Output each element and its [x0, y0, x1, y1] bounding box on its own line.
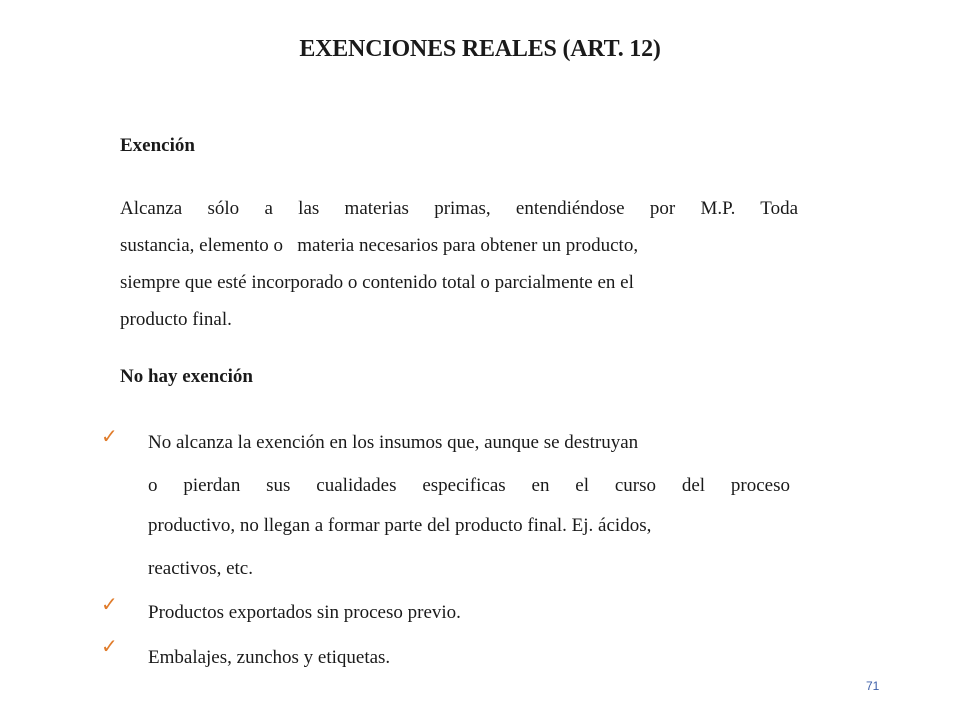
bullet-line: reactivos, etc.: [148, 558, 253, 579]
bullet-item: [148, 647, 790, 669]
bullet-line: Productos exportados sin proceso previo.: [148, 602, 461, 623]
slide-title: EXENCIONES REALES (ART. 12): [299, 36, 661, 62]
page-number: 71: [866, 679, 880, 693]
exencion-paragraph: [120, 190, 798, 338]
bullet-line: Embalajes, zunchos y etiquetas.: [148, 647, 391, 668]
section-heading-no-hay-exencion: No hay exención: [120, 366, 253, 387]
bullet-item: [148, 602, 790, 624]
paragraph-line: siempre que esté incorporado o contenido total o parcialmente en el: [120, 272, 634, 293]
checkmark-icon: ✓: [101, 592, 118, 616]
bullet-item: [148, 432, 790, 580]
bullet-line: o pierdan sus cualidades especificas en el curso del proceso: [148, 475, 790, 496]
paragraph-line: sustancia, elemento o materia necesarios para obtener un producto,: [120, 235, 639, 256]
paragraph-line: producto final.: [120, 309, 232, 330]
paragraph-line: Alcanza sólo a las materias primas, entendiéndose por M.P. Toda: [120, 198, 798, 219]
checkmark-icon: ✓: [101, 634, 118, 658]
checkmark-icon: ✓: [101, 424, 118, 448]
section-heading-exencion: Exención: [120, 135, 195, 156]
bullet-line: productivo, no llegan a formar parte del producto final. Ej. ácidos,: [148, 515, 652, 536]
bullet-line: No alcanza la exención en los insumos que, aunque se destruyan: [148, 432, 639, 453]
